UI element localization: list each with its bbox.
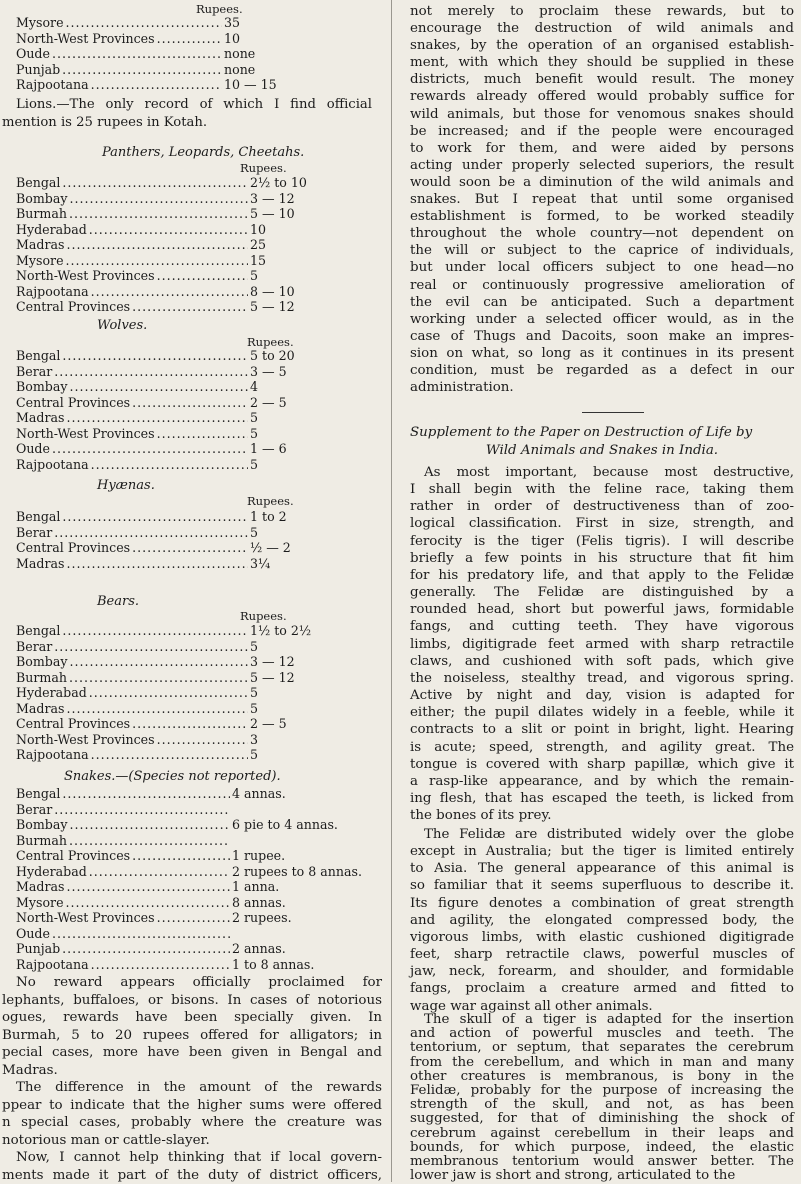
text-line: mention is 25 rupees in Kotah. (2, 114, 372, 132)
row-value: 5 (250, 457, 330, 472)
text-line: the evil can be anticipated. Such a department (410, 294, 794, 311)
table-row (16, 654, 350, 669)
row-value: 10 (224, 31, 384, 46)
text-line: Madras. (2, 1062, 382, 1080)
table-row (16, 457, 330, 472)
text-line: snakes. But I repeat that until some organised (410, 191, 794, 208)
row-value: 5 — 12 (250, 299, 350, 314)
paragraph (410, 826, 794, 1015)
text-line: tongue is covered with sharp papillæ, which give it (410, 756, 794, 773)
text-line: the bones of its prey. (410, 807, 794, 824)
table-row (16, 77, 384, 92)
row-value: 5 (250, 747, 350, 762)
text-line: for his predatory life, and that apply to the Felidæ (410, 567, 794, 584)
leader-dots (132, 716, 248, 731)
row-value: none (224, 46, 384, 61)
text-line: sion on what, so long as it continues in its present (410, 345, 794, 362)
text-line: to work for them, and were aided by persons (410, 140, 794, 157)
table-row (16, 910, 382, 925)
leader-dots (157, 426, 248, 441)
table-row (16, 348, 330, 363)
leader-dots (132, 848, 230, 863)
row-value: 5 — 10 (250, 206, 350, 221)
text-line: Supplement to the Paper on Destruction of Life by (410, 424, 794, 442)
row-value: 3 — 12 (250, 654, 350, 669)
rupees-header: Rupees. (247, 494, 294, 508)
table-row (16, 864, 382, 879)
row-name: Berar (16, 802, 52, 817)
row-name: Hyderabad (16, 685, 87, 700)
table-row (16, 817, 382, 832)
row-name: Berar (16, 364, 52, 379)
table-row (16, 237, 350, 252)
row-name: Rajpootana (16, 284, 89, 299)
table-row (16, 525, 330, 540)
leader-dots (91, 77, 222, 92)
text-line: and agility, the elongated compressed body, the (410, 912, 794, 929)
leader-dots (89, 864, 230, 879)
row-name: Oude (16, 441, 50, 456)
row-value: 5 (250, 426, 330, 441)
row-value: 15 (250, 253, 350, 268)
row-name: Rajpootana (16, 957, 89, 972)
text-line: ment, with which they should be supplied in these (410, 54, 794, 71)
leader-dots (52, 926, 230, 941)
text-line: logical classification. First in size, strength, and (410, 515, 794, 532)
row-value: 3 — 12 (250, 191, 350, 206)
row-name: Madras (16, 556, 64, 571)
leader-dots (132, 540, 248, 555)
table-row (16, 509, 330, 524)
row-value: ½ — 2 (250, 540, 330, 555)
text-line: the noiseless, stealthy tread, and vigorous spring. (410, 670, 794, 687)
leader-dots (54, 364, 248, 379)
text-line: except in Australia; but the tiger is limited entirely (410, 843, 794, 860)
leader-dots (157, 732, 248, 747)
row-name: Berar (16, 639, 52, 654)
leader-dots (132, 299, 248, 314)
row-value: 1 — 6 (250, 441, 330, 456)
text-line: rounded head, short but powerful jaws, formidable (410, 601, 794, 618)
rupees-header: Rupees. (196, 2, 243, 16)
row-name: Burmah (16, 833, 67, 848)
table-row (16, 206, 350, 221)
table-row (16, 747, 350, 762)
table-row (16, 395, 330, 410)
leader-dots (89, 222, 248, 237)
text-line: vigorous limbs, with elastic cushioned digitigrade (410, 929, 794, 946)
row-value: 10 — 15 (224, 77, 384, 92)
row-name: Mysore (16, 895, 64, 910)
text-line: the will or subject to the caprice of individuals, (410, 242, 794, 259)
leader-dots (66, 701, 248, 716)
paragraph (410, 464, 794, 824)
leader-dots (69, 654, 248, 669)
row-name: North-West Provinces (16, 268, 155, 283)
row-name: Bombay (16, 654, 67, 669)
row-name: Central Provinces (16, 540, 130, 555)
text-line: other creatures is membranous, is bony in the (410, 1070, 794, 1084)
text-line: administration. (410, 379, 794, 396)
row-value: 5 (250, 685, 350, 700)
row-name: Rajpootana (16, 457, 89, 472)
leader-dots (66, 410, 248, 425)
text-line: rather in order of destructiveness than of zoo- (410, 498, 794, 515)
row-name: Rajpootana (16, 747, 89, 762)
row-name: Rajpootana (16, 77, 89, 92)
text-line: feet, sharp retractile claws, powerful muscles of (410, 946, 794, 963)
text-line: contracts to a slit or point in bright, light. Hearing (410, 721, 794, 738)
text-line: case of Thugs and Dacoits, soon make an impres- (410, 328, 794, 345)
text-line: The skull of a tiger is adapted for the insertion (410, 1013, 794, 1027)
table-row (16, 895, 382, 910)
row-value: 2 rupees to 8 annas. (232, 864, 382, 879)
text-line: ing flesh, that has escaped the teeth, is licked from (410, 790, 794, 807)
row-name: Madras (16, 701, 64, 716)
row-value: 5 (250, 525, 330, 540)
row-value: 5 to 20 (250, 348, 330, 363)
leader-dots (91, 284, 248, 299)
leader-dots (157, 31, 222, 46)
text-line: working under a selected officer would, as in the (410, 311, 794, 328)
column-divider (391, 0, 392, 1182)
table-row (16, 701, 350, 716)
text-line: n special cases, probably where the creature was (2, 1114, 382, 1132)
table-row (16, 639, 350, 654)
table-row (16, 299, 350, 314)
table-row (16, 364, 330, 379)
table-row (16, 379, 330, 394)
text-line: snakes, by the operation of an organised establish- (410, 37, 794, 54)
row-value: 5 (250, 268, 350, 283)
table-row (16, 191, 350, 206)
text-line: rewards already offered would probably suffice for (410, 88, 794, 105)
text-line: a rasp-like appearance, and by which the remain- (410, 773, 794, 790)
table-row (16, 670, 350, 685)
table-row (16, 941, 382, 956)
row-name: Central Provinces (16, 716, 130, 731)
row-value: 8 annas. (232, 895, 382, 910)
row-value: 3¼ (250, 556, 330, 571)
section-title-snakes: Snakes.—(Species not reported). (64, 769, 281, 784)
row-value: 10 (250, 222, 350, 237)
table-row (16, 426, 330, 441)
paragraph (410, 1013, 794, 1183)
table-row (16, 786, 382, 801)
leader-dots (62, 348, 248, 363)
leader-dots (54, 639, 248, 654)
supplement-heading (410, 424, 794, 459)
leader-dots (66, 253, 248, 268)
row-name: North-West Provinces (16, 910, 155, 925)
table-row (16, 62, 384, 77)
table-row (16, 268, 350, 283)
row-value: 1 to 2 (250, 509, 330, 524)
text-line: to Asia. The general appearance of this animal is (410, 860, 794, 877)
row-value: 25 (250, 237, 350, 252)
row-value: 5 (250, 639, 350, 654)
table-row (16, 284, 350, 299)
leader-dots (91, 457, 248, 472)
text-line: and action of powerful muscles and teeth. The (410, 1027, 794, 1041)
section-title-hyaenas: Hyænas. (97, 478, 155, 493)
section-rule (582, 412, 644, 413)
leader-dots (62, 623, 248, 638)
leader-dots (66, 879, 230, 894)
row-name: Bengal (16, 348, 60, 363)
leader-dots (66, 556, 248, 571)
leader-dots (69, 817, 230, 832)
table-row (16, 441, 330, 456)
row-name: Bombay (16, 379, 67, 394)
table-row (16, 410, 330, 425)
leader-dots (62, 509, 248, 524)
text-line: I shall begin with the feline race, taking them (410, 481, 794, 498)
row-name: Hyderabad (16, 222, 87, 237)
row-name: Central Provinces (16, 395, 130, 410)
row-name: Madras (16, 410, 64, 425)
table-row (16, 556, 330, 571)
table-row (16, 623, 350, 638)
text-line: wild animals, but those for venomous snakes should (410, 106, 794, 123)
row-name: Madras (16, 879, 64, 894)
lions-note (16, 96, 372, 131)
row-name: Central Provinces (16, 299, 130, 314)
row-name: Bengal (16, 175, 60, 190)
text-line: would soon be a diminution of the wild animals and (410, 174, 794, 191)
text-line: ppear to indicate that the higher sums were offered (2, 1097, 382, 1115)
text-line: Active by night and day, vision is adapted for (410, 687, 794, 704)
text-line: membranous tentorium would answer better. The (410, 1155, 794, 1169)
leader-dots (62, 786, 230, 801)
row-name: Bengal (16, 509, 60, 524)
text-line: As most important, because most destructive, (410, 464, 794, 481)
row-name: Berar (16, 525, 52, 540)
row-name: Mysore (16, 253, 64, 268)
text-line: be increased; and if the people were encouraged (410, 123, 794, 140)
leader-dots (66, 237, 248, 252)
text-line: The Felidæ are distributed widely over the globe (410, 826, 794, 843)
row-value: none (224, 62, 384, 77)
text-line: is acute; speed, strength, and agility great. The (410, 739, 794, 756)
text-line: jaw, neck, forearm, and shoulder, and formidable (410, 963, 794, 980)
leader-dots (54, 802, 230, 817)
table-row (16, 926, 382, 941)
row-name: Oude (16, 46, 50, 61)
row-value: 35 (224, 15, 384, 30)
text-line: not merely to proclaim these rewards, but to (410, 3, 794, 20)
text-line: wage war against all other animals. (410, 998, 794, 1015)
leader-dots (89, 685, 248, 700)
text-line: Wild Animals and Snakes in India. (410, 442, 794, 460)
text-line: so familiar that it seems superfluous to describe it. (410, 877, 794, 894)
text-line: Lions.—The only record of which I find official (16, 96, 372, 114)
row-value: 5 — 12 (250, 670, 350, 685)
leader-dots (157, 910, 230, 925)
table-row (16, 957, 382, 972)
row-name: Madras (16, 237, 64, 252)
text-line: pecial cases, more have been given in Bengal and (2, 1044, 382, 1062)
leader-dots (66, 15, 222, 30)
section-title-bears: Bears. (97, 594, 139, 609)
leader-dots (91, 957, 230, 972)
table-row (16, 540, 330, 555)
row-value: 2 annas. (232, 941, 382, 956)
text-line: suggested, for that of diminishing the shock of (410, 1112, 794, 1126)
text-line: but under local officers subject to one head—no (410, 259, 794, 276)
leader-dots (69, 670, 248, 685)
table-row (16, 879, 382, 894)
text-line: establishment is formed, to be worked steadily (410, 208, 794, 225)
row-value: 8 — 10 (250, 284, 350, 299)
row-value: 2 rupees. (232, 910, 382, 925)
text-line: ogues, rewards have been specially given. In (2, 1009, 382, 1027)
text-line: strength of the skull, and not, as has been (410, 1098, 794, 1112)
paragraph (410, 3, 794, 396)
row-value: 5 (250, 701, 350, 716)
text-line: Its figure denotes a combination of great strength (410, 895, 794, 912)
row-name: North-West Provinces (16, 426, 155, 441)
text-line: Burmah, 5 to 20 rupees offered for alligators; in (2, 1027, 382, 1045)
table-row (16, 685, 350, 700)
table-row (16, 31, 384, 46)
leader-dots (157, 268, 248, 283)
text-line: real or continuously progressive amelioration of (410, 277, 794, 294)
text-line: ments made it part of the duty of district officers, (2, 1167, 382, 1184)
row-name: Bengal (16, 786, 60, 801)
closing-paragraph (2, 974, 382, 1184)
text-line: The difference in the amount of the rewards (2, 1079, 382, 1097)
table-row (16, 253, 350, 268)
text-line: condition, must be regarded as a defect in our (410, 362, 794, 379)
leader-dots (69, 206, 248, 221)
row-name: Bengal (16, 623, 60, 638)
text-line: lower jaw is short and strong, articulated to the (410, 1169, 794, 1183)
row-name: Punjab (16, 941, 60, 956)
row-name: Mysore (16, 15, 64, 30)
row-name: Punjab (16, 62, 60, 77)
text-line: limbs, digitigrade feet armed with sharp retractile (410, 636, 794, 653)
text-line: either; the pupil dilates widely in a feeble, while it (410, 704, 794, 721)
text-line: tentorium, or septum, that separates the cerebrum (410, 1041, 794, 1055)
text-line: districts, much benefit would result. The money (410, 71, 794, 88)
table-row (16, 175, 350, 190)
row-value: 5 (250, 410, 330, 425)
row-value: 1 anna. (232, 879, 382, 894)
leader-dots (62, 941, 230, 956)
row-name: Bombay (16, 191, 67, 206)
leader-dots (69, 191, 248, 206)
table-row (16, 46, 384, 61)
section-title-wolves: Wolves. (97, 318, 147, 333)
table-row (16, 802, 382, 817)
row-value: 6 pie to 4 annas. (232, 817, 382, 832)
row-name: North-West Provinces (16, 732, 155, 747)
row-value: 2½ to 10 (250, 175, 350, 190)
row-value: 1½ to 2½ (250, 623, 350, 638)
row-name: North-West Provinces (16, 31, 155, 46)
rupees-header: Rupees. (247, 335, 294, 349)
leader-dots (91, 747, 248, 762)
text-line: acting under properly selected superiors, the result (410, 157, 794, 174)
leader-dots (54, 525, 248, 540)
section-title-panthers: Panthers, Leopards, Cheetahs. (102, 145, 304, 160)
text-line: fangs, and cutting teeth. They have vigorous (410, 618, 794, 635)
row-value: 3 — 5 (250, 364, 330, 379)
text-line: fangs, proclaim a creature armed and fitted to (410, 980, 794, 997)
leader-dots (62, 62, 222, 77)
text-line: throughout the whole country—not dependent on (410, 225, 794, 242)
leader-dots (52, 441, 248, 456)
text-line: claws, and cushioned with soft pads, which give (410, 653, 794, 670)
leader-dots (62, 175, 248, 190)
row-value: 3 (250, 732, 350, 747)
rupees-header: Rupees. (240, 161, 287, 175)
table-row (16, 848, 382, 863)
row-value: 4 (250, 379, 330, 394)
leader-dots (69, 379, 248, 394)
row-value: 1 to 8 annas. (232, 957, 382, 972)
text-line: ferocity is the tiger (Felis tigris). I will describe (410, 533, 794, 550)
text-line: No reward appears officially proclaimed for (2, 974, 382, 992)
table-row (16, 15, 384, 30)
text-line: encourage the destruction of wild animals and (410, 20, 794, 37)
leader-dots (69, 833, 230, 848)
row-name: Oude (16, 926, 50, 941)
table-row (16, 222, 350, 237)
text-line: briefly a few points in his structure that fit him (410, 550, 794, 567)
text-line: cerebrum against cerebellum in their leaps and (410, 1127, 794, 1141)
row-name: Burmah (16, 206, 67, 221)
text-line: generally. The Felidæ are distinguished by a (410, 584, 794, 601)
row-name: Hyderabad (16, 864, 87, 879)
text-line: from the cerebellum, and which in man and many (410, 1056, 794, 1070)
leader-dots (52, 46, 222, 61)
row-value: 1 rupee. (232, 848, 382, 863)
table-row (16, 732, 350, 747)
text-line: notorious man or cattle-slayer. (2, 1132, 382, 1150)
text-line: Now, I cannot help thinking that if local govern- (2, 1149, 382, 1167)
text-line: Felidæ, probably for the purpose of increasing the (410, 1084, 794, 1098)
row-value: 4 annas. (232, 786, 382, 801)
row-name: Burmah (16, 670, 67, 685)
leader-dots (132, 395, 248, 410)
table-row (16, 833, 382, 848)
row-value: 2 — 5 (250, 716, 350, 731)
text-line: lephants, buffaloes, or bisons. In cases of notorious (2, 992, 382, 1010)
leader-dots (66, 895, 230, 910)
row-name: Bombay (16, 817, 67, 832)
text-line: bounds, for which purpose, indeed, the elastic (410, 1141, 794, 1155)
rupees-header: Rupees. (240, 609, 287, 623)
row-value: 2 — 5 (250, 395, 330, 410)
row-name: Central Provinces (16, 848, 130, 863)
table-row (16, 716, 350, 731)
